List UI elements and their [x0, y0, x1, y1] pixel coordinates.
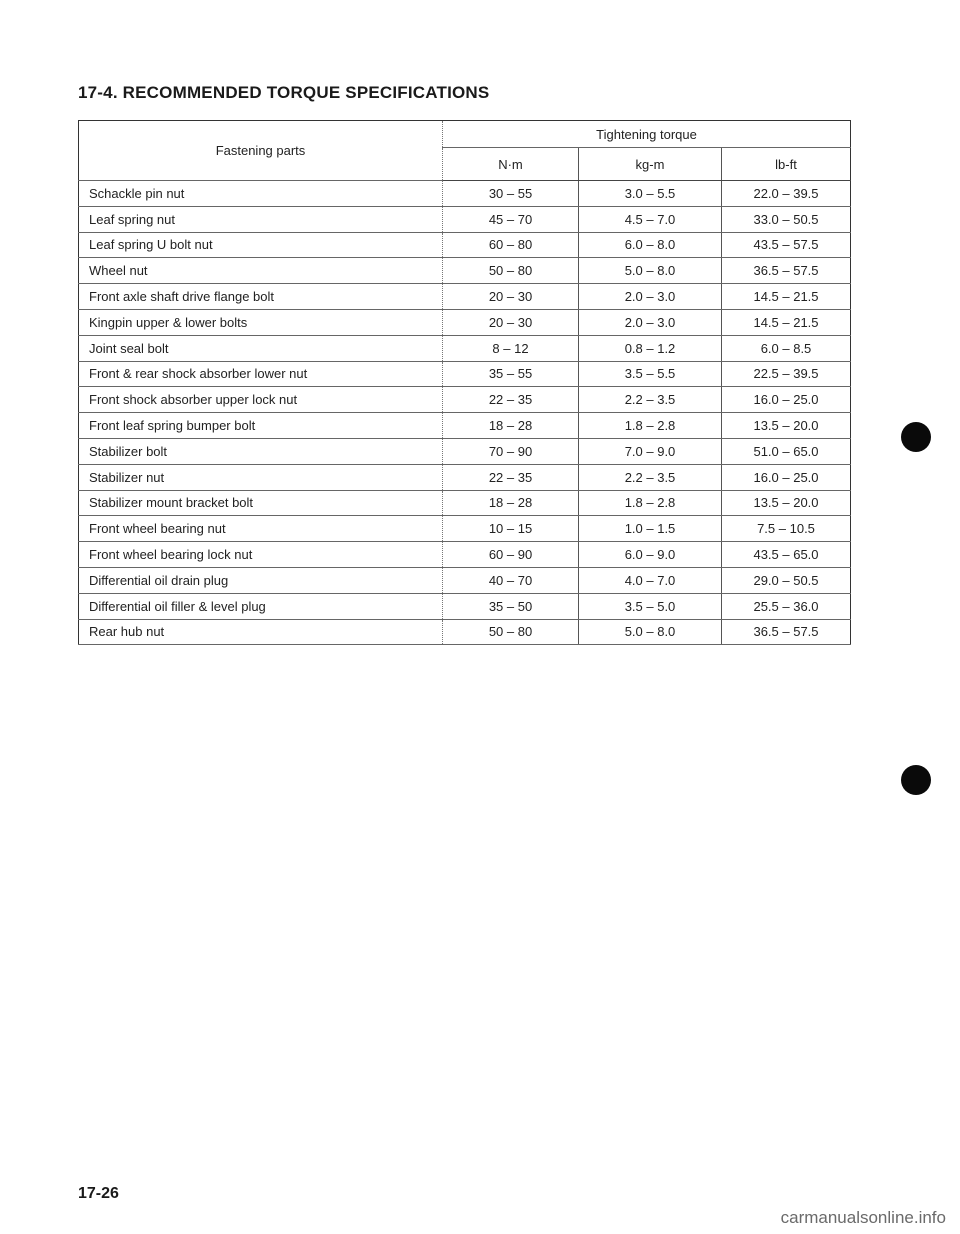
margin-bullet-dot — [901, 765, 931, 795]
torque-kgm-cell: 1.8 – 2.8 — [579, 413, 722, 439]
torque-nm-cell: 22 – 35 — [443, 464, 579, 490]
margin-bullet-dot — [901, 422, 931, 452]
header-unit-lbft: lb-ft — [722, 148, 851, 181]
table-row — [79, 206, 851, 232]
fastening-part-cell: Front axle shaft drive flange bolt — [79, 284, 443, 310]
torque-nm-cell: 18 – 28 — [443, 490, 579, 516]
table-row — [79, 516, 851, 542]
torque-nm-cell: 60 – 90 — [443, 542, 579, 568]
fastening-part-cell: Front leaf spring bumper bolt — [79, 413, 443, 439]
torque-nm-cell: 20 – 30 — [443, 284, 579, 310]
fastening-part-cell: Rear hub nut — [79, 619, 443, 645]
torque-nm-cell: 60 – 80 — [443, 232, 579, 258]
table-row — [79, 490, 851, 516]
torque-nm-cell: 30 – 55 — [443, 181, 579, 207]
torque-lbft-cell: 29.0 – 50.5 — [722, 567, 851, 593]
torque-kgm-cell: 2.0 – 3.0 — [579, 309, 722, 335]
table-row — [79, 438, 851, 464]
torque-lbft-cell: 22.0 – 39.5 — [722, 181, 851, 207]
torque-lbft-cell: 7.5 – 10.5 — [722, 516, 851, 542]
table-row — [79, 335, 851, 361]
torque-lbft-cell: 36.5 – 57.5 — [722, 619, 851, 645]
header-unit-nm: N·m — [443, 148, 579, 181]
torque-nm-cell: 20 – 30 — [443, 309, 579, 335]
torque-lbft-cell: 25.5 – 36.0 — [722, 593, 851, 619]
table-body — [79, 181, 851, 645]
torque-nm-cell: 8 – 12 — [443, 335, 579, 361]
torque-kgm-cell: 5.0 – 8.0 — [579, 258, 722, 284]
fastening-part-cell: Leaf spring nut — [79, 206, 443, 232]
fastening-part-cell: Front wheel bearing lock nut — [79, 542, 443, 568]
torque-lbft-cell: 22.5 – 39.5 — [722, 361, 851, 387]
header-tightening-torque: Tightening torque — [443, 121, 851, 148]
torque-kgm-cell: 6.0 – 9.0 — [579, 542, 722, 568]
table-row — [79, 258, 851, 284]
fastening-part-cell: Stabilizer mount bracket bolt — [79, 490, 443, 516]
watermark: carmanualsonline.info — [780, 1208, 946, 1227]
torque-spec-table — [78, 120, 851, 645]
table-row — [79, 542, 851, 568]
fastening-part-cell: Joint seal bolt — [79, 335, 443, 361]
table-row — [79, 593, 851, 619]
fastening-part-cell: Stabilizer bolt — [79, 438, 443, 464]
torque-kgm-cell: 2.2 – 3.5 — [579, 464, 722, 490]
table-row — [79, 387, 851, 413]
torque-lbft-cell: 14.5 – 21.5 — [722, 284, 851, 310]
torque-nm-cell: 22 – 35 — [443, 387, 579, 413]
torque-lbft-cell: 33.0 – 50.5 — [722, 206, 851, 232]
fastening-part-cell: Schackle pin nut — [79, 181, 443, 207]
page-number: 17-26 — [78, 1185, 119, 1202]
table-row — [79, 619, 851, 645]
torque-kgm-cell: 6.0 – 8.0 — [579, 232, 722, 258]
torque-lbft-cell: 13.5 – 20.0 — [722, 490, 851, 516]
torque-kgm-cell: 0.8 – 1.2 — [579, 335, 722, 361]
fastening-part-cell: Kingpin upper & lower bolts — [79, 309, 443, 335]
fastening-part-cell: Stabilizer nut — [79, 464, 443, 490]
table-row — [79, 567, 851, 593]
table-row — [79, 284, 851, 310]
table-row — [79, 413, 851, 439]
torque-kgm-cell: 3.5 – 5.0 — [579, 593, 722, 619]
table-row — [79, 464, 851, 490]
table-row — [79, 181, 851, 207]
table-row — [79, 232, 851, 258]
torque-lbft-cell: 51.0 – 65.0 — [722, 438, 851, 464]
section-title: 17-4. RECOMMENDED TORQUE SPECIFICATIONS — [78, 83, 490, 102]
torque-lbft-cell: 16.0 – 25.0 — [722, 387, 851, 413]
torque-kgm-cell: 3.5 – 5.5 — [579, 361, 722, 387]
torque-kgm-cell: 2.0 – 3.0 — [579, 284, 722, 310]
torque-nm-cell: 35 – 50 — [443, 593, 579, 619]
torque-lbft-cell: 36.5 – 57.5 — [722, 258, 851, 284]
torque-lbft-cell: 13.5 – 20.0 — [722, 413, 851, 439]
fastening-part-cell: Front shock absorber upper lock nut — [79, 387, 443, 413]
table-row — [79, 309, 851, 335]
torque-kgm-cell: 1.8 – 2.8 — [579, 490, 722, 516]
torque-nm-cell: 18 – 28 — [443, 413, 579, 439]
torque-kgm-cell: 3.0 – 5.5 — [579, 181, 722, 207]
torque-lbft-cell: 6.0 – 8.5 — [722, 335, 851, 361]
torque-kgm-cell: 5.0 – 8.0 — [579, 619, 722, 645]
torque-kgm-cell: 4.0 – 7.0 — [579, 567, 722, 593]
fastening-part-cell: Wheel nut — [79, 258, 443, 284]
torque-nm-cell: 35 – 55 — [443, 361, 579, 387]
table-row — [79, 361, 851, 387]
torque-lbft-cell: 43.5 – 57.5 — [722, 232, 851, 258]
torque-lbft-cell: 43.5 – 65.0 — [722, 542, 851, 568]
fastening-part-cell: Front & rear shock absorber lower nut — [79, 361, 443, 387]
torque-kgm-cell: 1.0 – 1.5 — [579, 516, 722, 542]
torque-lbft-cell: 16.0 – 25.0 — [722, 464, 851, 490]
torque-nm-cell: 50 – 80 — [443, 619, 579, 645]
header-unit-kgm: kg-m — [579, 148, 722, 181]
torque-kgm-cell: 4.5 – 7.0 — [579, 206, 722, 232]
torque-nm-cell: 70 – 90 — [443, 438, 579, 464]
fastening-part-cell: Differential oil filler & level plug — [79, 593, 443, 619]
fastening-part-cell: Front wheel bearing nut — [79, 516, 443, 542]
torque-nm-cell: 45 – 70 — [443, 206, 579, 232]
torque-lbft-cell: 14.5 – 21.5 — [722, 309, 851, 335]
torque-kgm-cell: 2.2 – 3.5 — [579, 387, 722, 413]
torque-nm-cell: 10 – 15 — [443, 516, 579, 542]
fastening-part-cell: Differential oil drain plug — [79, 567, 443, 593]
header-fastening-parts: Fastening parts — [79, 121, 443, 181]
torque-nm-cell: 40 – 70 — [443, 567, 579, 593]
torque-kgm-cell: 7.0 – 9.0 — [579, 438, 722, 464]
fastening-part-cell: Leaf spring U bolt nut — [79, 232, 443, 258]
torque-nm-cell: 50 – 80 — [443, 258, 579, 284]
